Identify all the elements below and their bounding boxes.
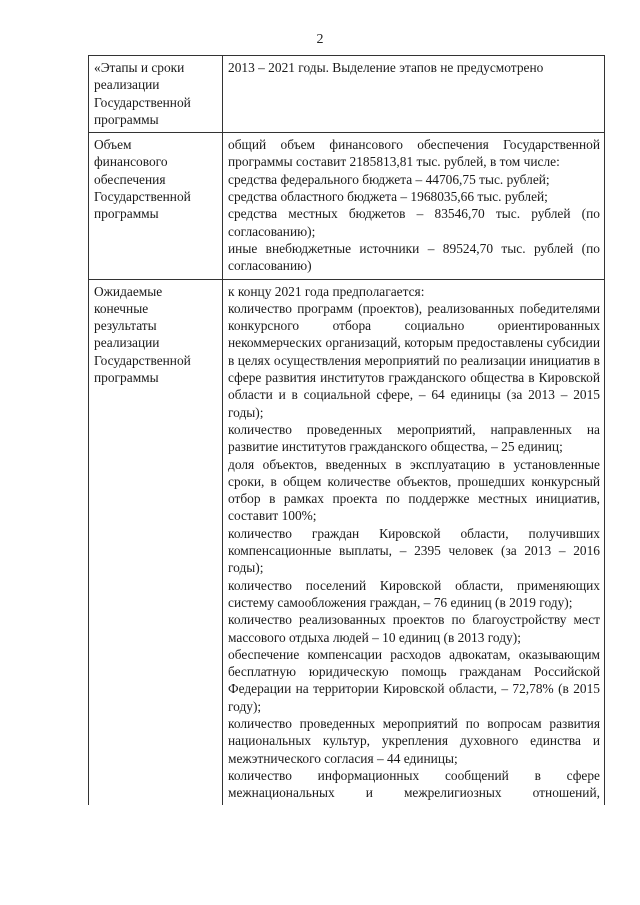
- label-line: Государственной: [94, 94, 191, 110]
- label-line: программы: [94, 206, 159, 222]
- label-line: реализации: [94, 77, 160, 93]
- value-cell-funding: [223, 133, 605, 279]
- label-line: Государственной: [94, 352, 191, 368]
- label-line: конечные: [94, 300, 149, 316]
- paragraph: 2013 – 2021 годы. Выделение этапов не предусмотрено: [228, 60, 544, 75]
- label-cell-funding: [89, 133, 223, 279]
- table-row-results: [89, 279, 605, 805]
- paragraph: количество проведенных мероприятий по вопросам развития национальных культур, укрепления духовного единства и межэтнического согласия – 44 единицы;: [228, 715, 600, 766]
- passport-table: [88, 55, 605, 805]
- paragraph: обеспечение компенсации расходов адвокатам, оказывающим бесплатную юридическую помощь гражданам Российской Федерации на территории Кировской области, – 72,78% (в 2015 году);: [228, 646, 600, 714]
- paragraph: средства областного бюджета – 1968035,66 тыс. рублей;: [228, 189, 548, 205]
- value-cell-stages: [223, 56, 605, 133]
- table-row-stages: [89, 56, 605, 133]
- label-line: Государственной: [94, 189, 191, 205]
- paragraph: количество программ (проектов), реализованных победителями конкурсного отбора социально ориентированных некоммерческих организаций, которым предоставлены субсидии в целях осуществления мероприятий по реализации инициатив в сфере развития институтов гражданского общества в Кировской области и в социальной сфере, – 64 единицы (за 2013 – 2015 годы);: [228, 300, 600, 420]
- paragraph: к концу 2021 года предполагается:: [228, 283, 425, 299]
- value-cell-results: [223, 279, 605, 805]
- paragraph: количество проведенных мероприятий, направленных на развитие институтов гражданского общества, – 25 единиц;: [228, 421, 600, 455]
- label-line: результаты: [94, 318, 157, 334]
- label-line: Ожидаемые: [94, 283, 163, 299]
- label-cell-results: [89, 279, 223, 805]
- label-line: Объем: [94, 137, 132, 153]
- paragraph: количество поселений Кировской области, применяющих систему самообложения граждан, – 76 единиц (в 2019 году);: [228, 577, 600, 610]
- paragraph: доля объектов, введенных в эксплуатацию в установленные сроки, в общем количестве объектов, прошедших конкурсный отбор в рамках проекта по поддержке местных инициатив, составит 100%;: [228, 456, 600, 524]
- label-line: «Этапы и сроки: [94, 60, 185, 75]
- label-line: финансового: [94, 154, 168, 170]
- label-line: обеспечения: [94, 171, 166, 187]
- page-number: 2: [316, 32, 324, 47]
- paragraph: количество информационных сообщений в сфере межнациональных и межрелигиозных отношений,: [228, 767, 600, 801]
- label-line: реализации: [94, 335, 160, 351]
- paragraph: общий объем финансового обеспечения Государственной программы составит 2185813,81 тыс. рублей, в том числе:: [228, 137, 600, 170]
- label-line: программы: [94, 111, 159, 127]
- paragraph: количество реализованных проектов по благоустройству мест массового отдыха людей – 10 единиц (в 2013 году);: [228, 612, 600, 645]
- paragraph: средства местных бюджетов – 83546,70 тыс. рублей (по согласованию);: [228, 206, 600, 239]
- label-cell-stages: [89, 56, 223, 133]
- label-line: программы: [94, 370, 159, 386]
- paragraph: средства федерального бюджета – 44706,75 тыс. рублей;: [228, 171, 550, 187]
- paragraph: иные внебюджетные источники – 89524,70 тыс. рублей (по согласованию): [228, 240, 600, 274]
- paragraph: количество граждан Кировской области, получивших компенсационные выплаты, – 2395 человек (за 2013 – 2016 годы);: [228, 525, 600, 576]
- table-row-funding: [89, 133, 605, 279]
